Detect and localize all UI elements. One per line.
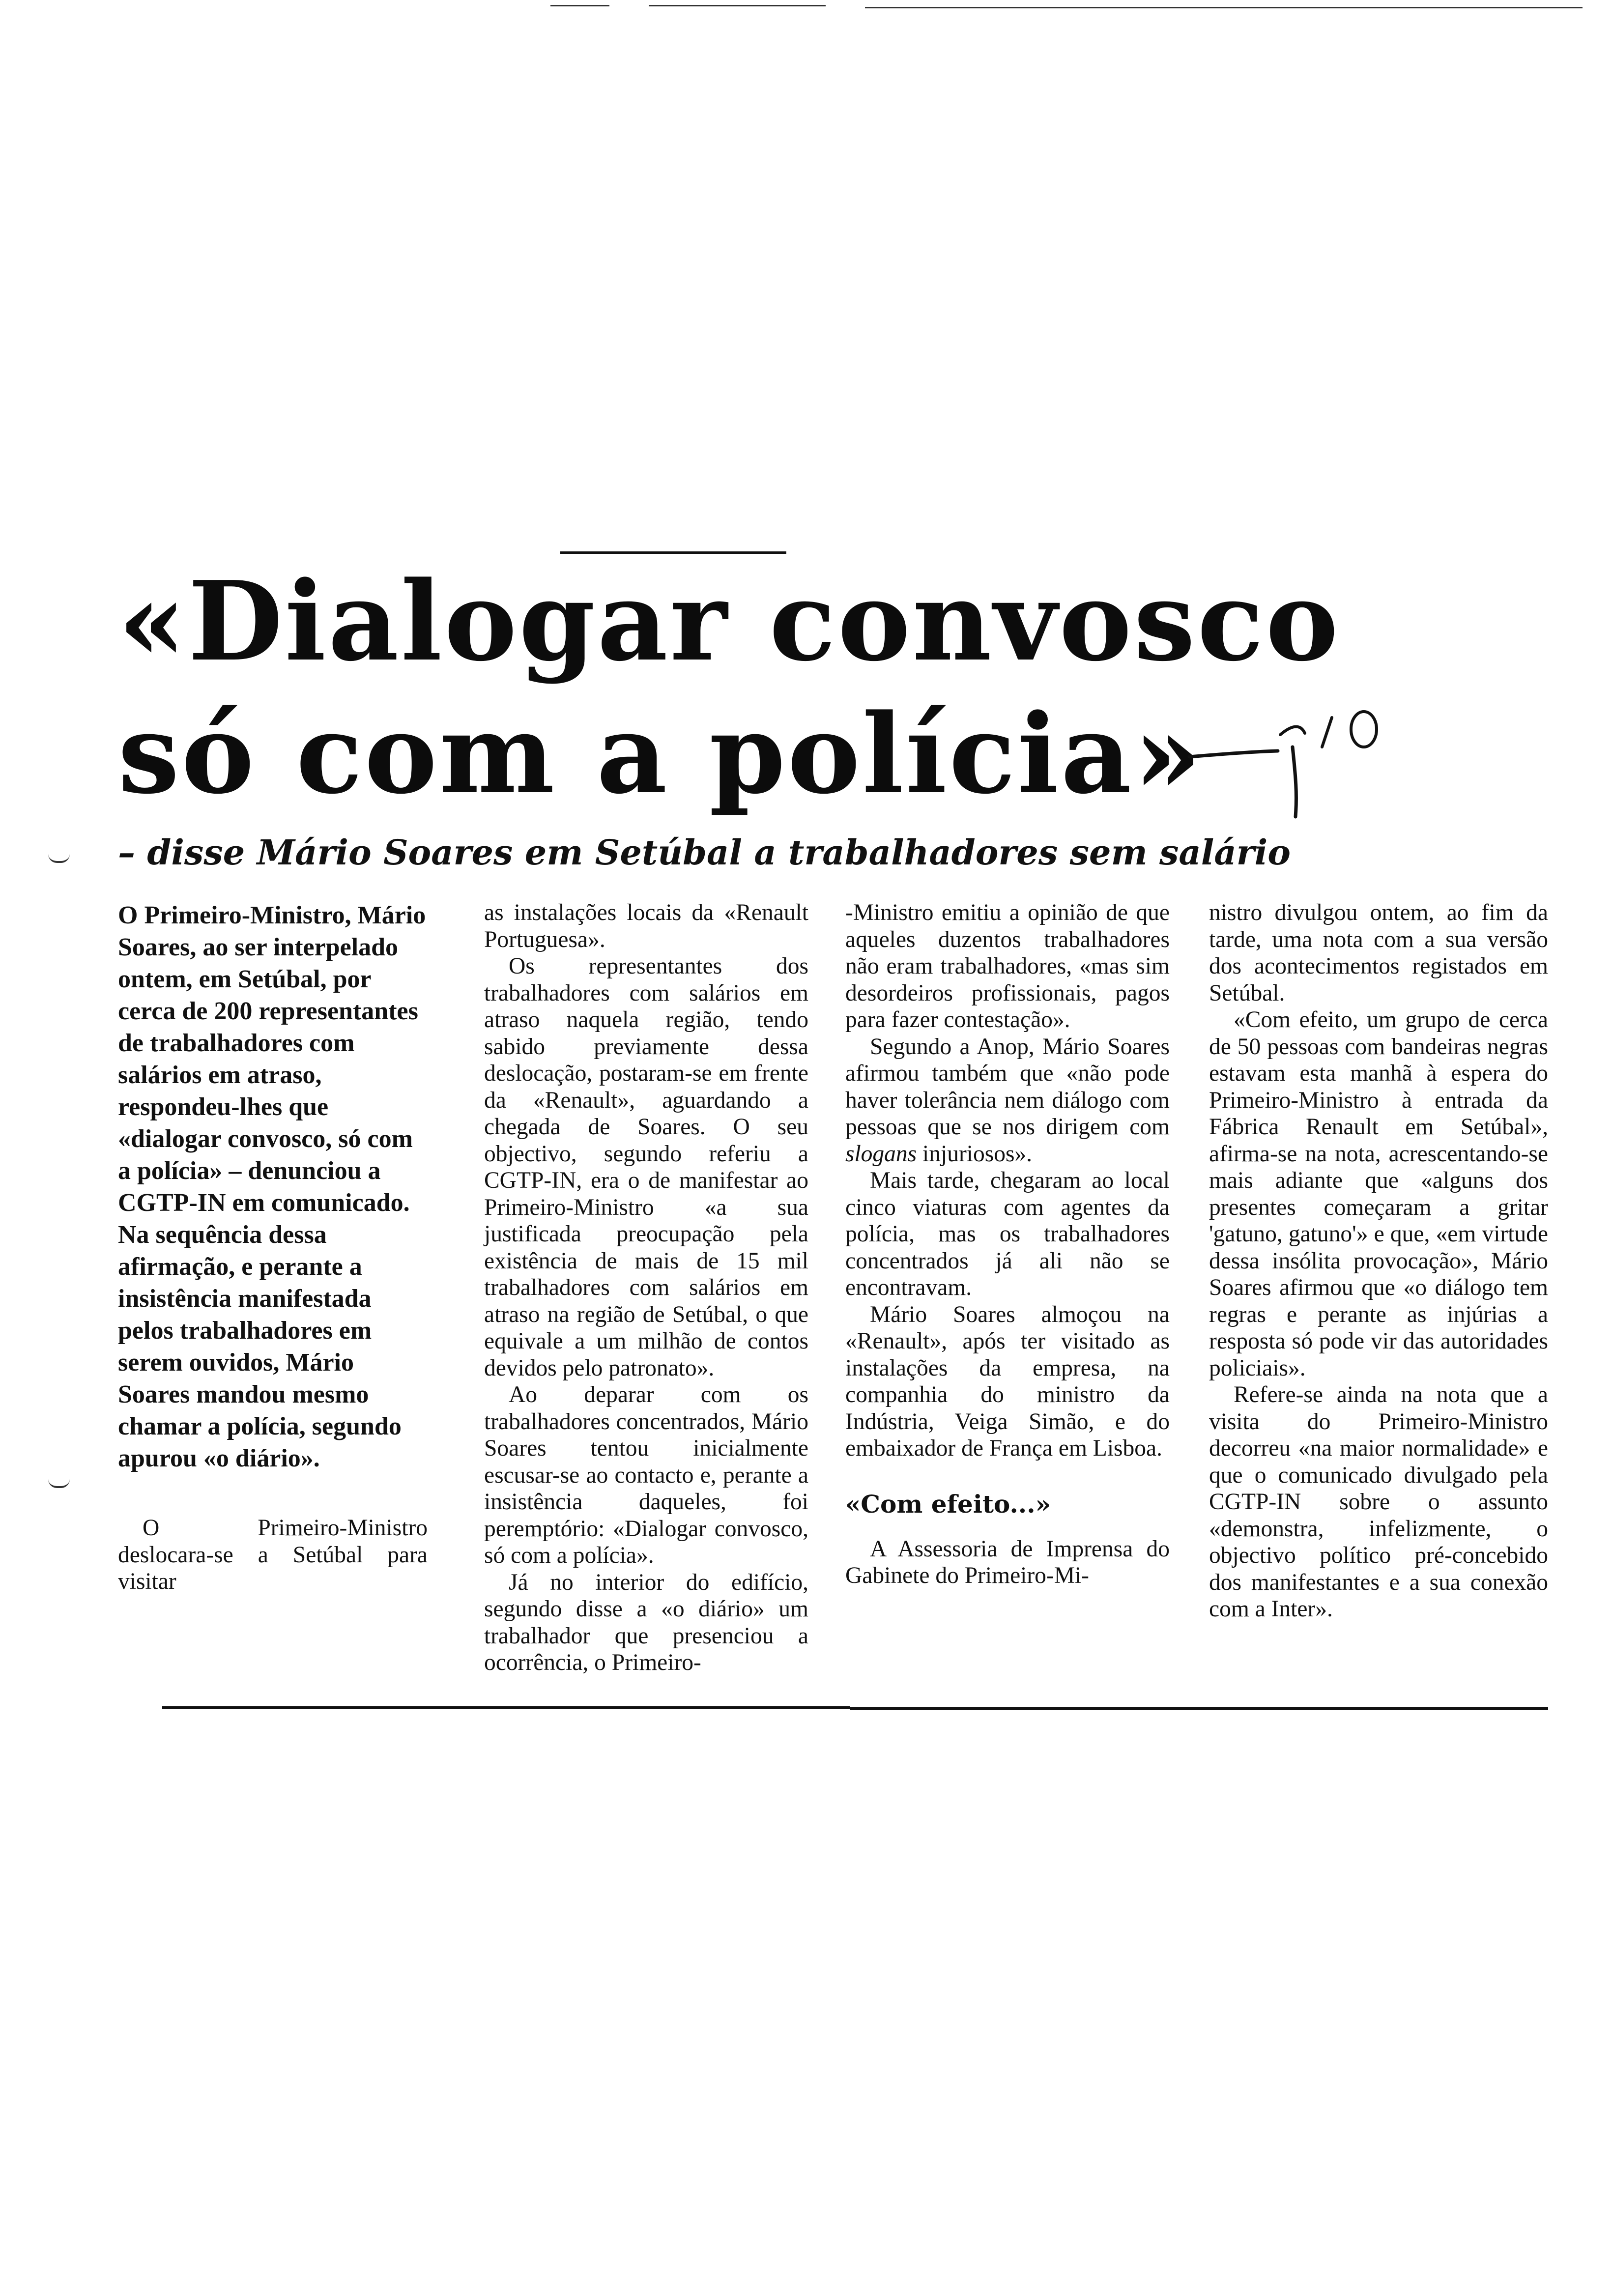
headline-line-2: só com a polícia» bbox=[118, 690, 1204, 818]
scan-edge-line bbox=[649, 5, 826, 6]
margin-mark bbox=[48, 854, 70, 863]
scan-edge-line bbox=[550, 5, 609, 6]
crosshead: «Com efeito...» bbox=[845, 1489, 1051, 1519]
margin-mark bbox=[1385, 854, 1391, 860]
text-run: Segundo a Anop, Mário Soares afirmou também que «não pode haver tolerância nem diálogo com pessoas que se nos dirigem com bbox=[845, 1033, 1170, 1140]
italic-term: slogans bbox=[845, 1141, 917, 1167]
headline-line-1: «Dialogar convosco bbox=[118, 558, 1341, 686]
article-column-3 bbox=[845, 899, 1170, 1589]
body-paragraph: Já no interior do edifício, segundo disse a «o diário» um trabalhador que presenciou a ocorrência, o Primeiro- bbox=[484, 1569, 808, 1675]
article-column-1 bbox=[118, 899, 428, 1595]
article-column-4 bbox=[1209, 899, 1548, 1623]
body-paragraph: O Primeiro-Ministro deslocara-se a Setúbal para visitar bbox=[118, 1515, 428, 1594]
headline-ornament-rule bbox=[560, 551, 786, 554]
body-paragraph: Os representantes dos trabalhadores com salários em atraso naquela região, tendo sabido previamente dessa deslocação, postaram-se em frente da «Renault», aguardando a chegada de Soares. O seu objectivo, segundo referiu a CGTP-IN, era o de manifestar ao Primeiro-Ministro «a sua justificada preocupação pela existência de mais de 15 mil trabalhadores com salários em atraso na região de Setúbal, o que equivale a um milhão de contos devidos pelo patronato». bbox=[484, 953, 808, 1381]
article-column-2 bbox=[484, 899, 808, 1676]
body-paragraph: «Com efeito, um grupo de cerca de 50 pessoas com bandeiras negras estavam esta manhã à espera do Primeiro-Ministro à entrada da Fábrica Renault em Setúbal», afirma-se na nota, acrescentando-se mais adiante que «alguns dos presentes começaram a gritar 'gatuno, gatuno'» e que, «em virtude dessa insólita provocação», Mário Soares afirmou que «o diálogo tem regras e perante as injúrias a resposta só pode vir das autoridades policiais». bbox=[1209, 1007, 1548, 1381]
body-paragraph: nistro divulgou ontem, ao fim da tarde, uma nota com a sua versão dos acontecimentos registados em Setúbal. bbox=[1209, 900, 1548, 1006]
subheadline: – disse Mário Soares em Setúbal a trabalhadores sem salário bbox=[118, 832, 1291, 873]
margin-mark bbox=[48, 1479, 70, 1488]
bottom-rule bbox=[850, 1707, 1548, 1710]
body-paragraph: Mário Soares almoçou na «Renault», após ter visitado as instalações da empresa, na companhia do ministro da Indústria, Veiga Simão, e do embaixador de França em Lisboa. bbox=[845, 1301, 1170, 1461]
body-paragraph: as instalações locais da «Renault Portuguesa». bbox=[484, 900, 808, 952]
body-paragraph: Mais tarde, chegaram ao local cinco viaturas com agentes da polícia, mas os trabalhadores concentrados já ali não se encontravam. bbox=[845, 1168, 1170, 1300]
lead-paragraph: O Primeiro-Ministro, Mário Soares, ao ser interpelado ontem, em Setúbal, por cerca de 200 representantes de trabalhadores com salários em atraso, respondeu-lhes que «dialogar convosco, só com a polícia» – denunciou a CGTP-IN em comunicado. Na sequência dessa afirmação, e perante a insistência manifestada pelos trabalhadores em serem ouvidos, Mário Soares mandou mesmo chamar a polícia, segundo apurou «o diário». bbox=[118, 901, 426, 1472]
handwritten-annotation bbox=[1180, 688, 1415, 826]
text-run: injuriosos». bbox=[917, 1141, 1033, 1167]
body-paragraph: Ao deparar com os trabalhadores concentrados, Mário Soares tentou inicialmente escusar-se ao contacto e, perante a insistência daqueles, foi peremptório: «Dialogar convosco, só com a polícia». bbox=[484, 1382, 808, 1568]
body-paragraph: A Assessoria de Imprensa do Gabinete do Primeiro-Mi- bbox=[845, 1536, 1170, 1588]
body-paragraph: Refere-se ainda na nota que a visita do Primeiro-Ministro decorreu «na maior normalidade» e que o comunicado divulgado pela CGTP-IN sobre o assunto «demonstra, infelizmente, o objectivo político pré-concebido dos manifestantes e a sua conexão com a Inter». bbox=[1209, 1382, 1548, 1622]
bottom-rule bbox=[162, 1706, 850, 1709]
body-paragraph bbox=[845, 1033, 1170, 1168]
scan-edge-line bbox=[865, 7, 1583, 8]
body-paragraph: -Ministro emitiu a opinião de que aqueles duzentos trabalhadores não eram trabalhadores, «mas sim desordeiros profissionais, pagos para fazer contestação». bbox=[845, 900, 1170, 1033]
